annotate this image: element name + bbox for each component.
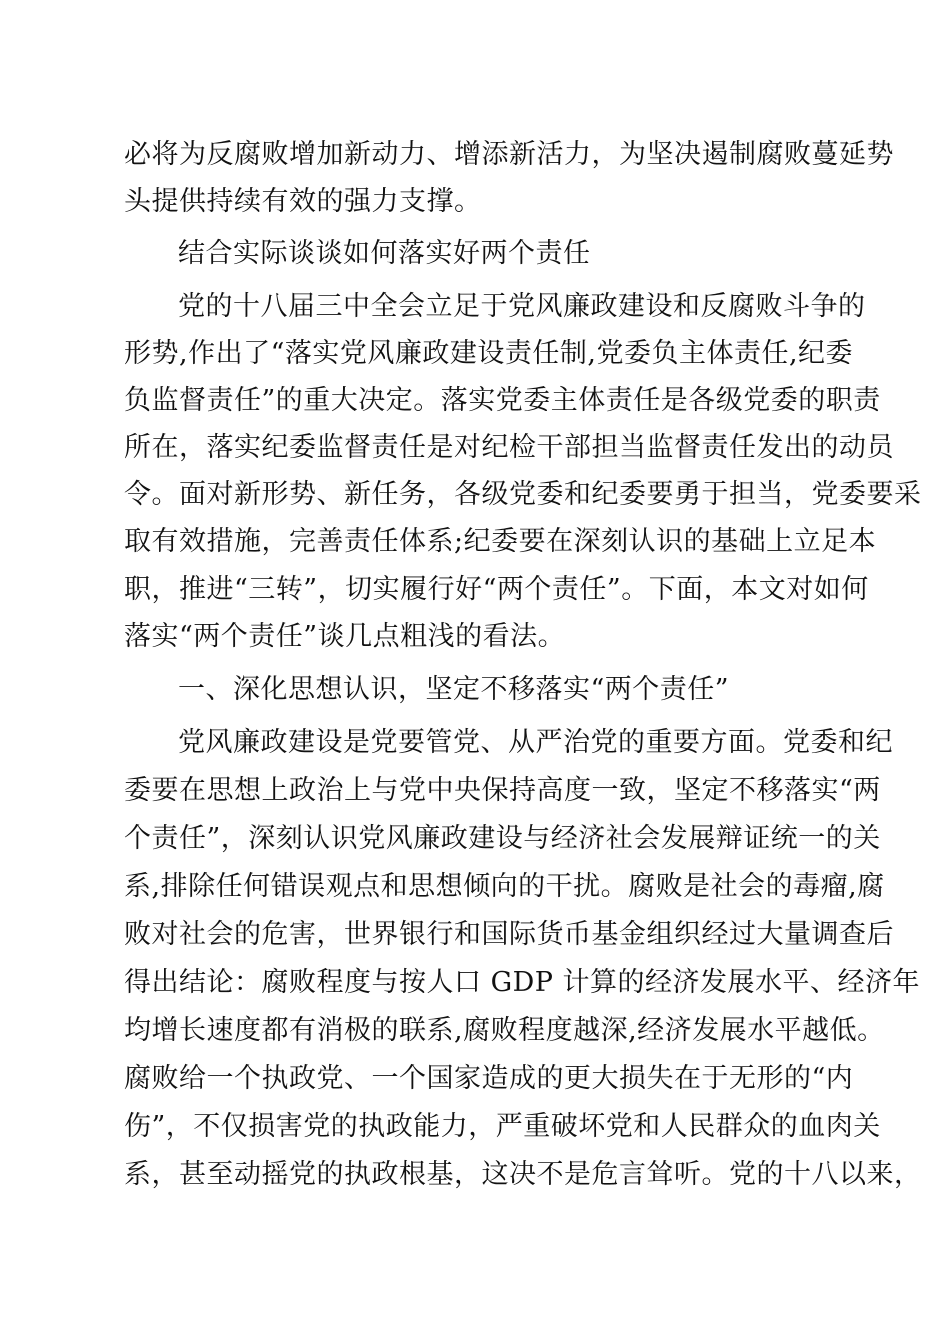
text-line: 必将为反腐败增加新动力、增添新活力，为坚决遏制腐败蔓延势: [124, 139, 894, 170]
text-line: 令。面对新形势、新任务，各级党委和纪委要勇于担当，党委要采: [124, 479, 922, 510]
text-line: 均增长速度都有消极的联系,腐败程度越深,经济发展水平越低。: [124, 1015, 885, 1046]
text-line: 负监督责任”的重大决定。落实党委主体责任是各级党委的职责: [124, 385, 881, 416]
text-line: 腐败给一个执政党、一个国家造成的更大损失在于无形的“内: [124, 1063, 854, 1094]
text-line: 败对社会的危害，世界银行和国际货币基金组织经过大量调查后: [124, 919, 894, 950]
text-line: 形势,作出了“落实党风廉政建设责任制,党委负主体责任,纪委: [124, 338, 854, 369]
text-line: 委要在思想上政治上与党中央保持高度一致，坚定不移落实“两: [124, 775, 881, 806]
text-line: 职，推进“三转”，切实履行好“两个责任”。下面，本文对如何: [124, 574, 869, 605]
text-line: 伤”，不仅损害党的执政能力，严重破坏党和人民群众的血肉关: [124, 1111, 881, 1142]
text-line: 党风廉政建设是党要管党、从严治党的重要方面。党委和纪: [178, 727, 893, 758]
text-line: 系,排除任何错误观点和思想倾向的干扰。腐败是社会的毒瘤,腐: [124, 871, 885, 902]
text-line: 得出结论：腐败程度与按人口 GDP 计算的经济发展水平、经济年: [124, 967, 921, 998]
text-line: 头提供持续有效的强力支撑。: [124, 186, 482, 217]
text-line: 落实“两个责任”谈几点粗浅的看法。: [124, 621, 566, 652]
text-line: 系，甚至动摇党的执政根基，这决不是危言耸听。党的十八以来，: [124, 1159, 922, 1190]
section-heading: 结合实际谈谈如何落实好两个责任: [178, 238, 591, 269]
text-line: 个责任”，深刻认识党风廉政建设与经济社会发展辩证统一的关: [124, 823, 881, 854]
text-line: 取有效措施，完善责任体系;纪委要在深刻认识的基础上立足本: [124, 526, 877, 557]
text-line: 党的十八届三中全会立足于党风廉政建设和反腐败斗争的: [178, 291, 866, 322]
section-heading: 一、深化思想认识，坚定不移落实“两个责任”: [178, 674, 730, 705]
text-line: 所在，落实纪委监督责任是对纪检干部担当监督责任发出的动员: [124, 432, 894, 463]
